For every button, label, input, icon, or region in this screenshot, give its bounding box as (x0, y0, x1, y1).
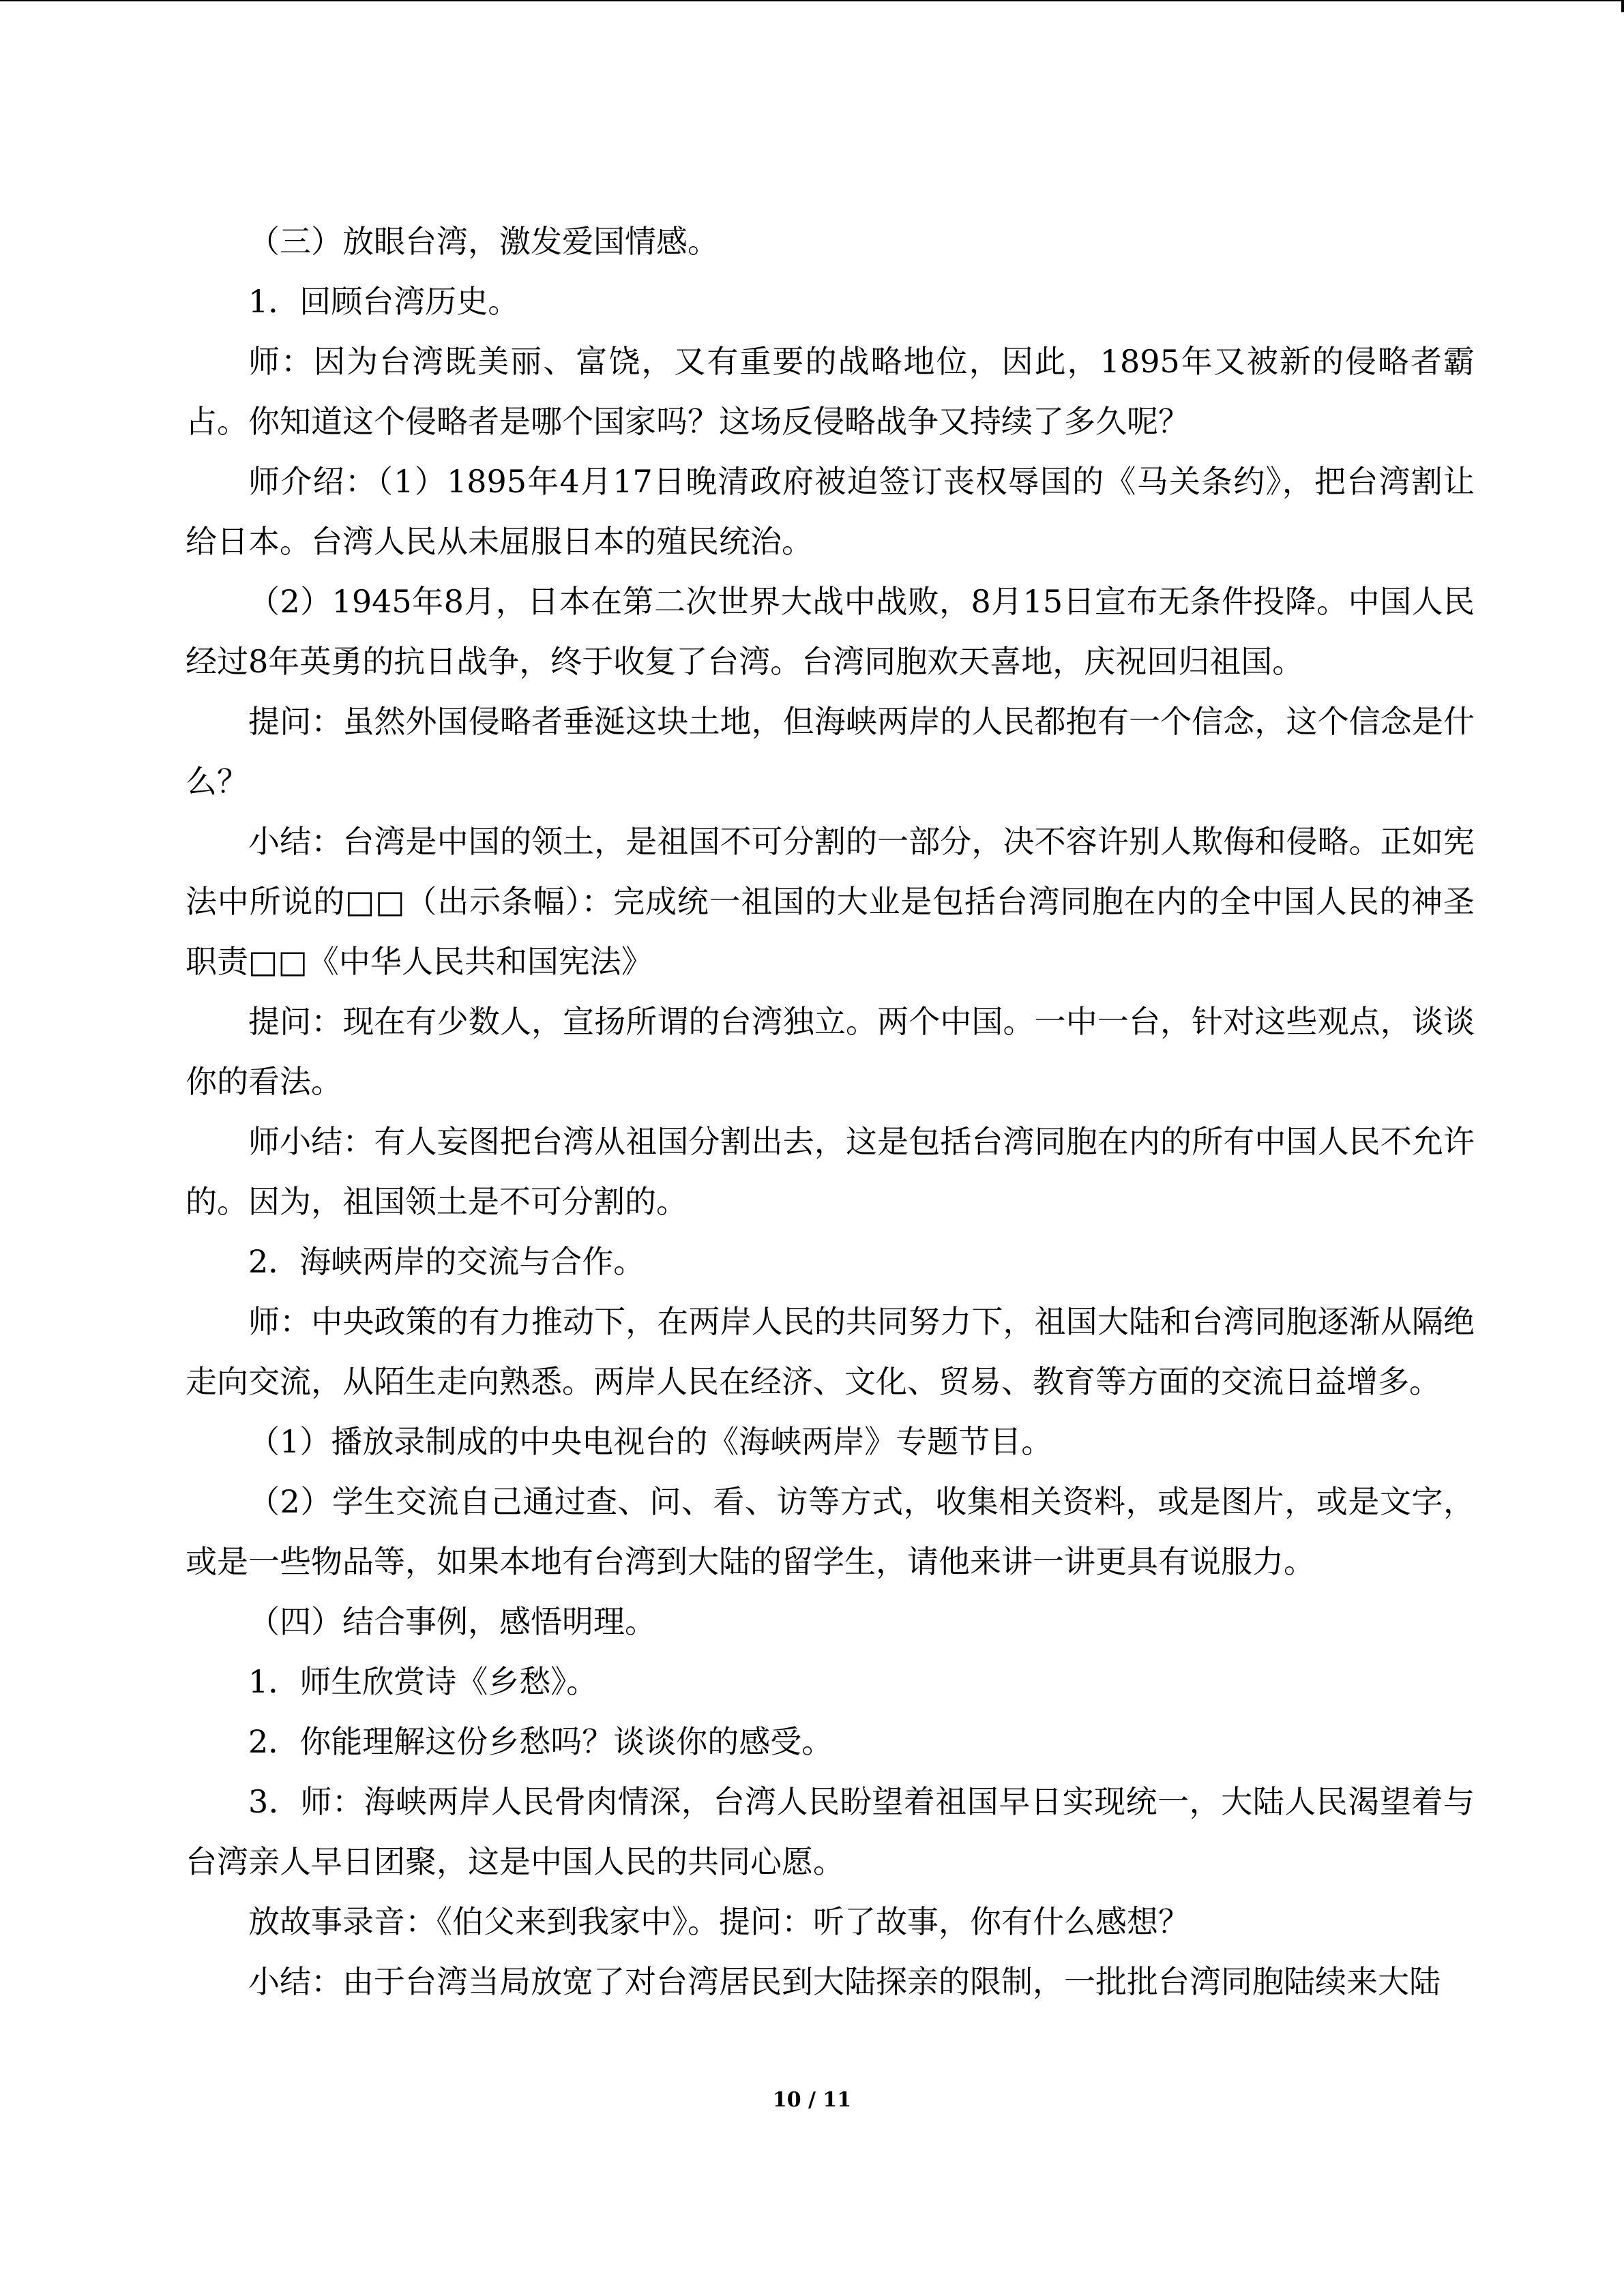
document-body (186, 211, 1475, 2012)
list-item: 2．你能理解这份乡愁吗？谈谈你的感受。 (248, 1723, 833, 1760)
paragraph: 师：中央政策的有力推动下，在两岸人民的共同努力下，祖国大陆和台湾同胞逐渐从隔绝走向交流，从陌生走向熟悉。两岸人民在经济、文化、贸易、教育等方面的交流日益增多。 (186, 1303, 1475, 1400)
section-heading: （四）结合事例，感悟明理。 (248, 1603, 656, 1640)
paragraph: 小结：台湾是中国的领土，是祖国不可分割的一部分，决不容许别人欺侮和侵略。正如宪法中所说的□□（出示条幅）：完成统一祖国的大业是包括台湾同胞在内的全中国人民的神圣职责□□《中华人民共和国宪法》 (186, 823, 1475, 980)
paragraph: 师小结：有人妄图把台湾从祖国分割出去，这是包括台湾同胞在内的所有中国人民不允许的。因为，祖国领土是不可分割的。 (186, 1123, 1475, 1220)
list-item: （2）学生交流自己通过查、问、看、访等方式，收集相关资料，或是图片，或是文字，或是一些物品等，如果本地有台湾到大陆的留学生，请他来讲一讲更具有说服力。 (186, 1483, 1475, 1580)
paragraph: 师：因为台湾既美丽、富饶，又有重要的战略地位，因此，1895年又被新的侵略者霸占。你知道这个侵略者是哪个国家吗？这场反侵略战争又持续了多久呢？ (186, 343, 1475, 440)
subsection-heading: 1．回顾台湾历史。 (248, 283, 520, 320)
paragraph: 提问：现在有少数人，宣扬所谓的台湾独立。两个中国。一中一台，针对这些观点，谈谈你的看法。 (186, 1003, 1475, 1100)
page-top-border (0, 0, 1624, 1)
paragraph: （2）1945年8月，日本在第二次世界大战中战败，8月15日宣布无条件投降。中国人民经过8年英勇的抗日战争，终于收复了台湾。台湾同胞欢天喜地，庆祝回归祖国。 (186, 583, 1475, 680)
paragraph: 师介绍：（1）1895年4月17日晚清政府被迫签订丧权辱国的《马关条约》，把台湾割让给日本。台湾人民从未屈服日本的殖民统治。 (186, 463, 1475, 560)
paragraph: 提问：虽然外国侵略者垂涎这块土地，但海峡两岸的人民都抱有一个信念，这个信念是什么？ (186, 703, 1475, 800)
list-item: 3．师：海峡两岸人民骨肉情深，台湾人民盼望着祖国早日实现统一，大陆人民渴望着与台湾亲人早日团聚，这是中国人民的共同心愿。 (186, 1783, 1475, 1880)
subsection-heading: 2．海峡两岸的交流与合作。 (248, 1243, 645, 1280)
section-heading: （三）放眼台湾，激发爱国情感。 (248, 223, 719, 260)
page-corner-mark (1621, 0, 1624, 12)
list-item: （1）播放录制成的中央电视台的《海峡两岸》专题节目。 (248, 1423, 1053, 1460)
page-number: 10 / 11 (772, 2088, 852, 2112)
list-item: 1．师生欣赏诗《乡愁》。 (248, 1663, 598, 1700)
paragraph: 小结：由于台湾当局放宽了对台湾居民到大陆探亲的限制，一批批台湾同胞陆续来大陆 (248, 1963, 1441, 2000)
paragraph: 放故事录音：《伯父来到我家中》。提问：听了故事，你有什么感想？ (248, 1903, 1190, 1940)
